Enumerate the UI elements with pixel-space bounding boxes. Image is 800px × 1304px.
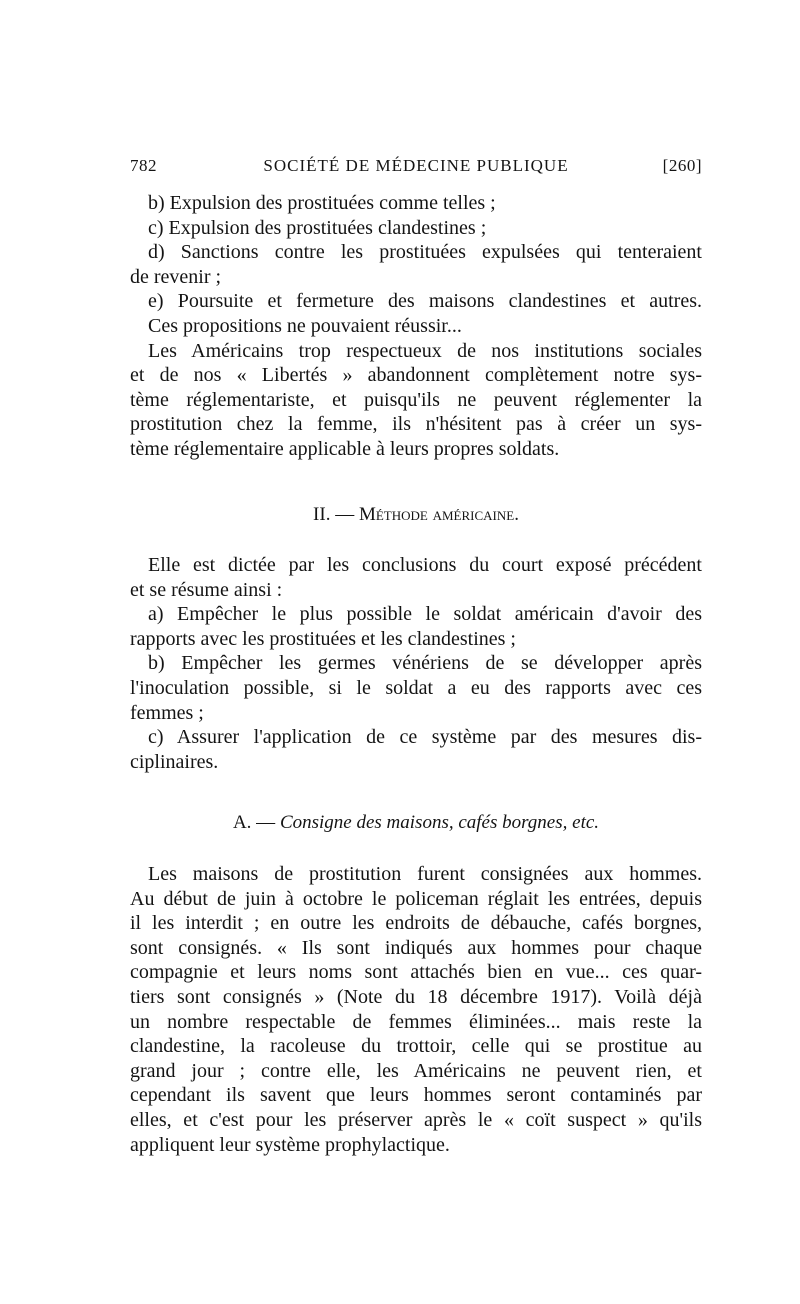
text-line: Elle est dictée par les conclusions du court exposé précédent: [148, 554, 702, 576]
list-continuation: [130, 191, 702, 462]
page-number: 782: [130, 156, 157, 175]
text-line: Ces propositions ne pouvaient réussir...: [148, 314, 462, 337]
section-title: Consigne des maisons, cafés borgnes, etc.: [279, 812, 600, 833]
text-line: c) Expulsion des prostituées clandestines ;: [148, 216, 487, 239]
text-line: tiers sont consignés » (Note du 18 décembre 1917). Voilà déjà: [130, 985, 702, 1008]
text-line: clandestine, la racoleuse du trottoir, celle qui se prostitue au: [130, 1035, 702, 1058]
text-line: et de nos « Libertés » abandonnent complètement notre sys-: [130, 364, 702, 387]
text-line: compagnie et leurs noms sont attachés bien en vue... ces quar-: [130, 961, 702, 984]
text-line: Les Américains trop respectueux de nos institutions sociales: [148, 339, 702, 362]
section-title: Méthode américaine.: [358, 504, 519, 525]
section-label: A. —: [232, 812, 276, 833]
text-line: b) Empêcher les germes vénériens de se développer après: [148, 652, 702, 675]
text-line: elles, et c'est pour les préserver après le « coït suspect » qu'ils: [130, 1108, 702, 1131]
text-line: rapports avec les prostituées et les clandestines ;: [130, 627, 516, 650]
text-line: femmes ;: [130, 701, 204, 724]
text-line: ciplinaires.: [130, 750, 219, 773]
text-line: sont consignés. « Ils sont indiqués aux hommes pour chaque: [130, 936, 702, 959]
text-line: c) Assurer l'application de ce système par des mesures dis-: [148, 726, 702, 749]
text-line: prostitution chez la femme, ils n'hésitent pas à créer un sys-: [130, 413, 702, 436]
section-heading-a: [130, 810, 702, 836]
text-line: tème réglementaire applicable à leurs propres soldats.: [130, 437, 560, 460]
section-heading-ii: [130, 502, 702, 528]
text-line: Les maisons de prostitution furent consignées aux hommes.: [148, 863, 702, 885]
text-line: a) Empêcher le plus possible le soldat américain d'avoir des: [148, 603, 702, 626]
running-header: [130, 152, 702, 182]
section-numeral: II. —: [313, 504, 355, 525]
text-line: Au début de juin à octobre le policeman réglait les entrées, depuis: [130, 887, 702, 910]
text-line: appliquent leur système prophylactique.: [130, 1133, 450, 1156]
text-line: l'inoculation possible, si le soldat a eu des rapports avec ces: [130, 676, 702, 699]
text-line: et se résume ainsi :: [130, 578, 283, 601]
paragraph-consigne: [130, 862, 702, 1157]
text-line: il les interdit ; en outre les endroits de débauche, cafés borgnes,: [130, 912, 702, 935]
section-number: [260]: [662, 156, 702, 175]
text-line: cependant ils savent que leurs hommes seront contaminés par: [130, 1084, 702, 1107]
text-line: grand jour ; contre elle, les Américains ne peuvent rien, et: [130, 1059, 702, 1082]
text-line: de revenir ;: [130, 265, 222, 288]
text-line: b) Expulsion des prostituées comme telles ;: [148, 192, 496, 214]
text-line: tème réglementariste, et puisqu'ils ne peuvent réglementer la: [130, 388, 702, 411]
text-line: d) Sanctions contre les prostituées expulsées qui tenteraient: [148, 241, 702, 264]
text-line: e) Poursuite et fermeture des maisons clandestines et autres.: [148, 290, 702, 313]
running-title: SOCIÉTÉ DE MÉDECINE PUBLIQUE: [263, 156, 569, 175]
text-line: un nombre respectable de femmes éliminées... mais reste la: [130, 1010, 702, 1033]
paragraph-method: [130, 553, 702, 774]
